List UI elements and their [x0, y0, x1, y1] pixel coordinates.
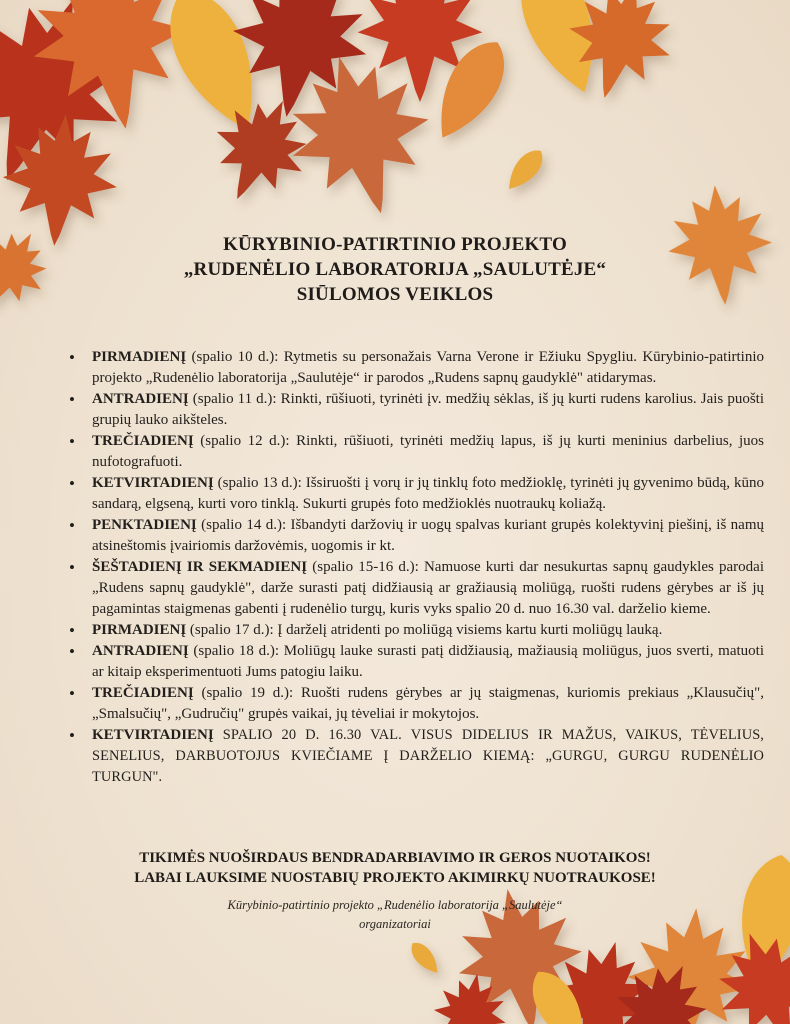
list-item	[62, 725, 764, 788]
closing-line-2: LABAI LAUKSIME NUOSTABIŲ PROJEKTO AKIMIRKŲ NUOTRAUKOSE!	[134, 870, 656, 886]
page-title	[0, 232, 790, 307]
list-item	[62, 515, 764, 557]
list-item	[62, 473, 764, 515]
activity-text: (spalio 11 d.): Rinkti, rūšiuoti, tyrinėti įv. medžių sėklas, iš jų kurti rudens karolius. Jais puošti grupių lauko aikšteles.	[92, 391, 764, 428]
list-item	[62, 620, 764, 641]
day-label: TREČIADIENĮ	[92, 685, 194, 701]
title-line-3: SIŪLOMOS VEIKLOS	[296, 284, 494, 305]
activity-text: (spalio 12 d.): Rinkti, rūšiuoti, tyrinėti medžių lapus, iš jų kurti meninius darbelius, juos nufotografuoti.	[92, 433, 764, 470]
list-item	[62, 557, 764, 620]
day-label: PENKTADIENĮ	[92, 517, 197, 533]
list-item	[62, 431, 764, 473]
day-label: KETVIRTADIENĮ	[92, 475, 214, 491]
list-item	[62, 347, 764, 389]
title-line-1: KŪRYBINIO-PATIRTINIO PROJEKTO	[223, 234, 567, 255]
signature-line-2: organizatoriai	[359, 917, 431, 931]
closing-message	[0, 848, 790, 888]
day-label: PIRMADIENĮ	[92, 349, 187, 365]
activity-text: (spalio 17 d.): Į darželį atridenti po moliūgą visiems kartu kurti moliūgų lauką.	[186, 622, 663, 638]
activity-text: SPALIO 20 D. 16.30 VAL. VISUS DIDELIUS IR MAŽUS, VAIKUS, TĖVELIUS, SENELIUS, DARBUOTOJUS KVIEČIAME Į DARŽELIO KIEMĄ: „GURGU, GURGU RUDENĖLIO TURGUN".	[92, 727, 764, 785]
signature-line-1: Kūrybinio-patirtinio projekto „Rudenėlio laboratorija „Saulutėje“	[227, 898, 563, 912]
activity-text: (spalio 10 d.): Rytmetis su personažais Varna Verone ir Ežiuku Spygliu. Kūrybinio-patirtinio projekto „Rudenėlio laboratorija „Saulutėje“ ir parodos „Rudens sapnų gaudyklė" atidarymas.	[92, 349, 764, 386]
day-label: ANTRADIENĮ	[92, 391, 189, 407]
signature	[0, 896, 790, 934]
activity-text: (spalio 14 d.): Išbandyti daržovių ir uogų spalvas kuriant grupės kolektyvinį piešinį, iš namų atsineštomis įvairiomis daržovėmis, uogomis ir kt.	[92, 517, 764, 554]
activity-text: (spalio 13 d.): Išsiruošti į vorų ir jų tinklų foto medžioklę, tyrinėti jų gyvenimo būdą, kūno sandarą, elgseną, kurti voro tinklą. Sukurti grupės foto medžioklės nuotraukų koliažą.	[92, 475, 764, 512]
list-item	[62, 389, 764, 431]
day-label: ANTRADIENĮ	[92, 643, 189, 659]
activity-text: (spalio 19 d.): Ruošti rudens gėrybes ar jų staigmenas, kuriomis prekiaus „Klausučių", „Smalsučių", „Gudručių" grupės vaikai, jų tėveliai ir mokytojos.	[92, 685, 764, 722]
list-item	[62, 683, 764, 725]
activity-text: (spalio 18 d.): Moliūgų lauke surasti patį didžiausią, mažiausią moliūgus, juos sverti, matuoti ar kitaip eksperimentuoti Jums patogiu laiku.	[92, 643, 764, 680]
day-label: PIRMADIENĮ	[92, 622, 187, 638]
day-label: ŠEŠTADIENĮ IR SEKMADIENĮ	[92, 559, 308, 575]
title-line-2: „RUDENĖLIO LABORATORIJA „SAULUTĖJE“	[183, 259, 607, 280]
list-item	[62, 641, 764, 683]
activities-list	[62, 347, 764, 788]
day-label: KETVIRTADIENĮ	[92, 727, 214, 743]
day-label: TREČIADIENĮ	[92, 433, 194, 449]
closing-line-1: TIKIMĖS NUOŠIRDAUS BENDRADARBIAVIMO IR GEROS NUOTAIKOS!	[139, 850, 651, 866]
activity-text: (spalio 15-16 d.): Namuose kurti dar nesukurtas sapnų gaudykles parodai „Rudens sapnų gaudyklė", darže surasti patį didžiausią ar gražiausią moliūgą, ruošti rudens gėrybes ar iš jų pagamintas staigmenas gabenti į rudenėlio turgų, kuris vyks spalio 20 d. nuo 16.30 val. darželio kieme.	[92, 559, 764, 617]
